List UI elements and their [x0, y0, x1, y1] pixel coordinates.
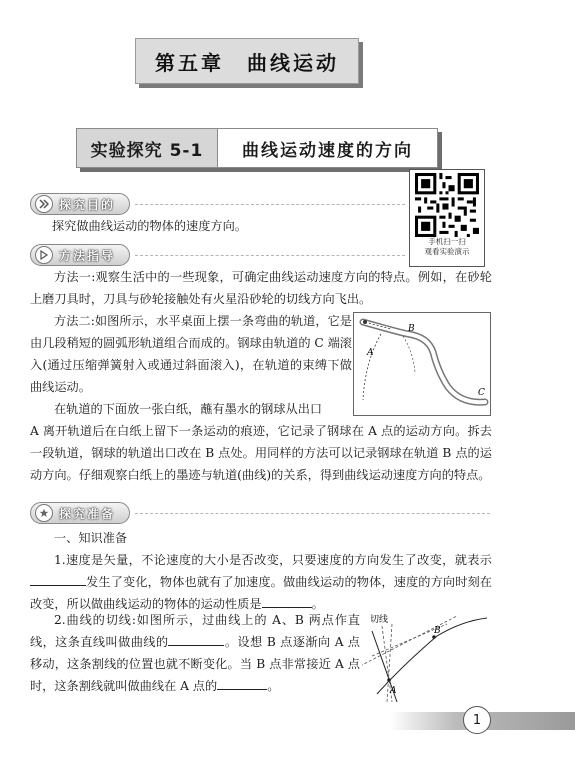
- qr-code-panel[interactable]: [409, 169, 485, 267]
- qr-caption-2: 观看实验演示: [424, 247, 470, 256]
- double-chevron-icon: [35, 195, 53, 213]
- method2-text-cont: 在轨道的下面放一张白纸，蘸有墨水的钢球从出口: [54, 402, 323, 416]
- tag-purpose-label: 探究目的: [59, 197, 116, 212]
- purpose-text: 探究做曲线运动的物体的速度方向。: [52, 219, 247, 233]
- method2-text: 方法二:如图所示，水平桌面上摆一条弯曲的轨道，它是由几段稍短的圆弧形轨道组合而成的。钢球由轨道的 C 端滚入(通过压缩弹簧射入或通过斜面滚入)，在轨道的束缚下做曲线运动。: [30, 314, 352, 394]
- play-icon: [35, 246, 53, 264]
- method2-text-full: A 离开轨道后在白纸上留下一条运动的痕迹，它记录了钢球在 A 点的运动方向。拆去一段轨道，钢球的轨道出口改在 B 点处。用同样的方法可以记录钢球在轨道 B 点的运动方向。仔细观察白纸上的墨迹与轨道(曲线)的关系，得到曲线运动速度方向的特点。: [30, 424, 492, 482]
- fig2-label-b: B: [434, 626, 441, 636]
- method1-text: 方法一:观察生活中的一些现象，可确定曲线运动速度方向的特点。例如，在砂轮上磨刀具时，刀具与砂轮接触处有火星沿砂轮的切线方向飞出。: [30, 270, 492, 306]
- section-label: 实验探究 5-1: [77, 129, 218, 167]
- fig1-label-a: A: [367, 348, 374, 358]
- star-icon: [35, 504, 53, 522]
- chapter-title: 第五章 曲线运动: [135, 38, 359, 84]
- tag-prep-label: 探究准备: [59, 506, 116, 521]
- fig2-label-a: A: [390, 686, 397, 696]
- track-figure: [353, 312, 491, 416]
- tag-method: [30, 244, 130, 266]
- page-number: 1: [463, 706, 491, 734]
- qr-code-icon[interactable]: [415, 173, 479, 237]
- tag-prep: [30, 502, 130, 524]
- question-1: 1.速度是矢量，不论速度的大小是否改变，只要速度的方向发生了改变，就表示发生了变化，物体也就有了加速度。做曲线运动的物体，速度的方向时刻在改变，所以做曲线运动的物体的运动性质是 。: [30, 553, 492, 611]
- qr-caption-1: 手机扫一扫: [428, 237, 466, 246]
- answer-blank[interactable]: [168, 633, 224, 646]
- tag-method-label: 方法指导: [59, 248, 116, 263]
- fig1-label-b: B: [408, 324, 415, 334]
- divider: [135, 204, 405, 205]
- fig2-label-tangent: 切线: [370, 615, 389, 625]
- divider: [135, 255, 405, 256]
- fig1-label-c: C: [478, 388, 485, 398]
- answer-blank[interactable]: [262, 595, 312, 608]
- prep-heading: 一、知识准备: [54, 531, 128, 545]
- tangent-figure: [362, 606, 492, 706]
- tag-purpose: [30, 193, 130, 215]
- section-header: [76, 128, 438, 168]
- divider: [135, 513, 490, 514]
- section-title: 曲线运动速度的方向: [242, 140, 413, 161]
- answer-blank[interactable]: [217, 677, 267, 690]
- answer-blank[interactable]: [30, 573, 86, 586]
- question-2: 2.曲线的切线:如图所示，过曲线上的 A、B 两点作直线，这条直线叫做曲线的 。设想 B 点逐渐向 A 点移动，这条割线的位置也就不断变化。当 B 点非常接近 A 点时，这条割线就叫做曲线在 A 点的 。: [30, 613, 360, 693]
